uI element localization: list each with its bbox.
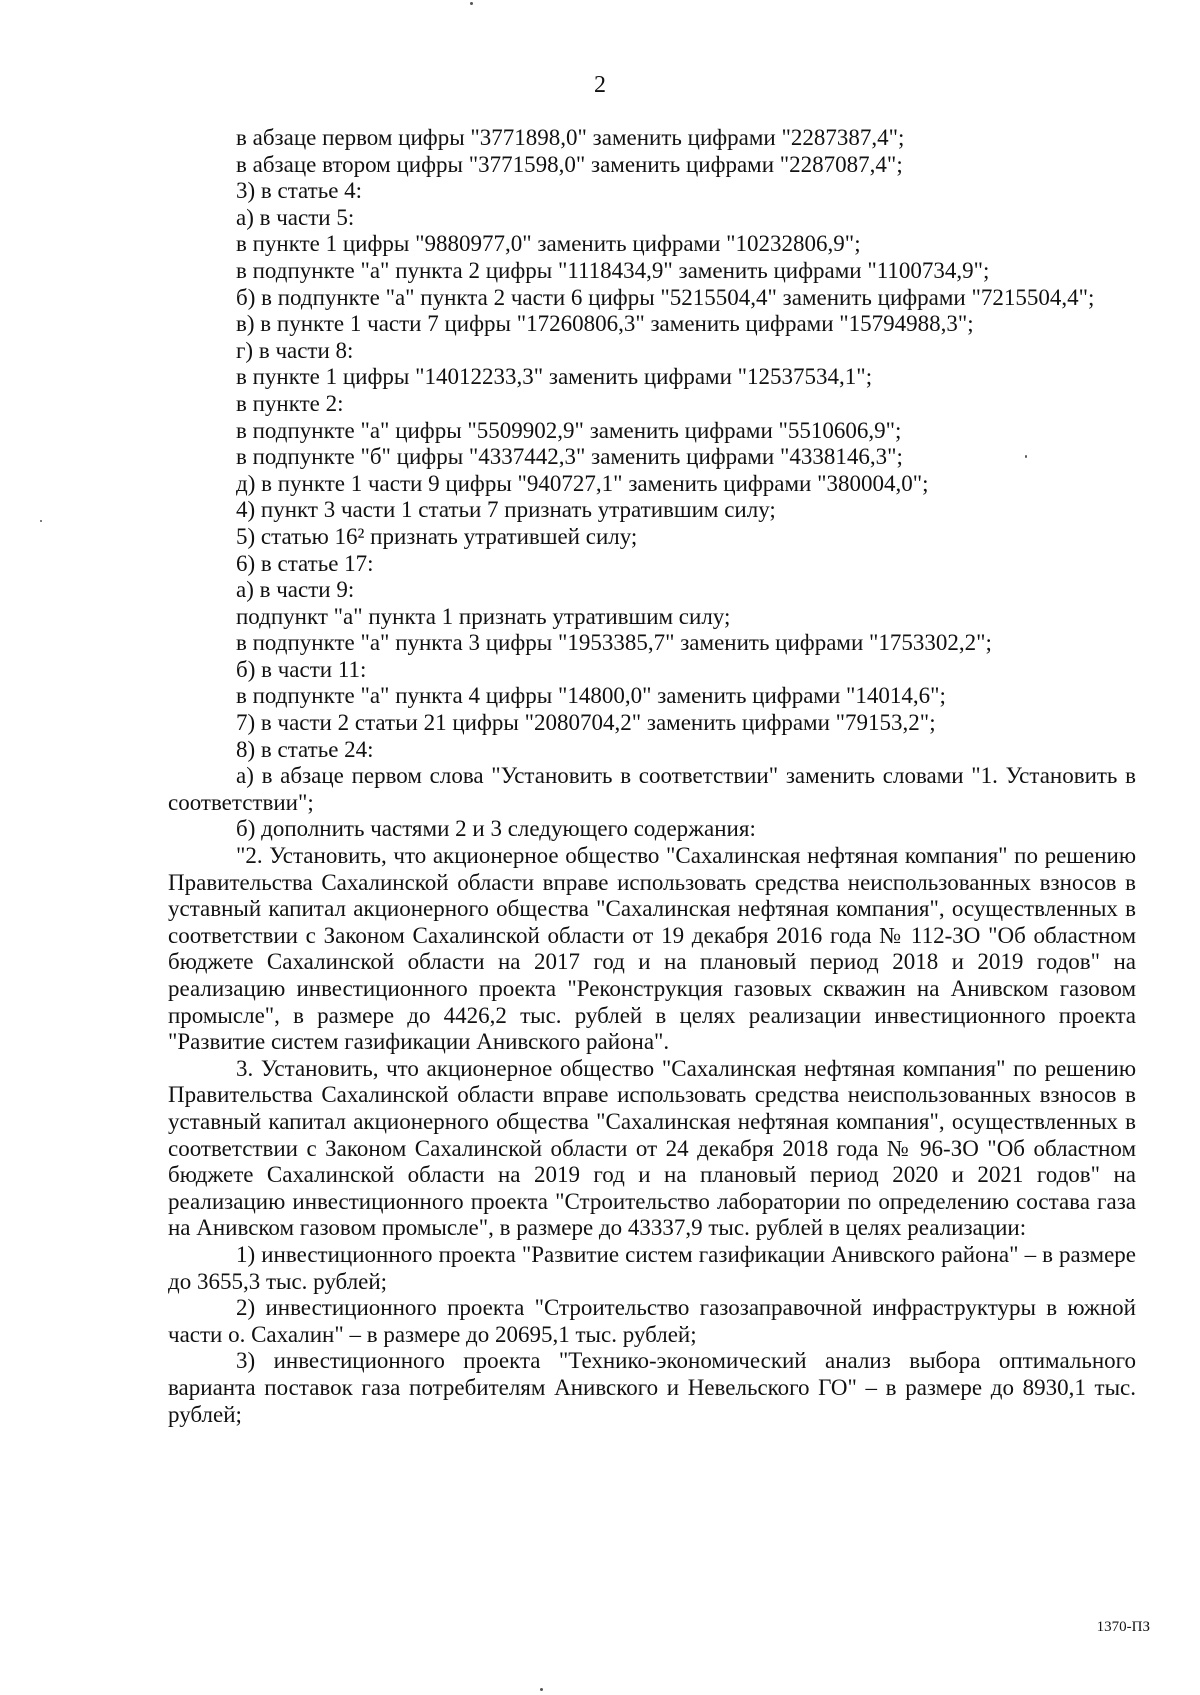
paragraph: а) в части 9: xyxy=(236,577,355,603)
paragraph: б) дополнить частями 2 и 3 следующего содержания: xyxy=(236,816,756,842)
paragraph: в) в пункте 1 части 7 цифры "17260806,3" заменить цифрами "15794988,3"; xyxy=(236,311,974,337)
paragraph: 1) инвестиционного проекта "Развитие систем газификации Анивского района" – в размере до 3655,3 тыс. рублей; xyxy=(168,1241,1136,1294)
paragraph: а) в абзаце первом слова "Установить в соответствии" заменить словами "1. Установить в соответствии"; xyxy=(168,763,1136,815)
paragraph: в пункте 1 цифры "14012233,3" заменить цифрами "12537534,1"; xyxy=(236,364,873,390)
paragraph: "2. Установить, что акционерное общество "Сахалинская нефтяная компания" по решению Правительства Сахалинской области вправе использовать средства неиспользованных взносов в уставный капитал акционерного общества "Сахалинская нефтяная компания", осуществленных в соответствии с Законом Сахалинской области от 19 декабря 2016 года № 112-ЗО "Об областном бюджете Сахалинской области на 2017 год и на плановый период 2018 и 2019 годов" на реализацию инвестиционного проекта "Реконструкция газовых скважин на Анивском газовом промысле", в размере до 4426,2 тыс. рублей в целях реализации инвестиционного проекта "Развитие систем газификации Анивского района". xyxy=(168,843,1136,1055)
paragraph: 6) в статье 17: xyxy=(236,550,374,576)
paragraph: в подпункте "а" цифры "5509902,9" заменить цифрами "5510606,9"; xyxy=(236,417,902,443)
paragraph: 7) в части 2 статьи 21 цифры "2080704,2" заменить цифрами "79153,2"; xyxy=(236,710,936,736)
paragraph: в абзаце первом цифры "3771898,0" заменить цифрами "2287387,4"; xyxy=(236,125,905,150)
paragraph: в подпункте "а" пункта 4 цифры "14800,0" заменить цифрами "14014,6"; xyxy=(236,683,946,709)
document-code: 1370-ПЗ xyxy=(1096,1619,1150,1635)
paragraph: 3) в статье 4: xyxy=(236,178,363,204)
paragraph: г) в части 8: xyxy=(236,337,354,363)
scan-speck xyxy=(40,520,42,522)
scan-speck xyxy=(470,2,473,5)
paragraph: 2) инвестиционного проекта "Строительство газозаправочной инфраструктуры в южной части о. Сахалин" – в размере до 20695,1 тыс. рублей; xyxy=(168,1295,1136,1347)
paragraph: в подпункте "а" пункта 3 цифры "1953385,7" заменить цифрами "1753302,2"; xyxy=(236,630,992,656)
paragraph: д) в пункте 1 части 9 цифры "940727,1" заменить цифрами "380004,0"; xyxy=(236,470,929,496)
paragraph: б) в части 11: xyxy=(236,656,367,682)
paragraph: в пункте 2: xyxy=(236,390,344,416)
document-body xyxy=(168,125,1136,1428)
scan-speck xyxy=(540,1688,543,1691)
paragraph: 8) в статье 24: xyxy=(236,736,374,762)
paragraph: б) в подпункте "а" пункта 2 части 6 цифры "5215504,4" заменить цифрами "7215504,4"; xyxy=(236,284,1095,310)
paragraph: подпункт "а" пункта 1 признать утратившим силу; xyxy=(236,603,731,629)
paragraph: в подпункте "б" цифры "4337442,3" заменить цифрами "4338146,3"; xyxy=(236,444,903,470)
paragraph: 4) пункт 3 части 1 статьи 7 признать утратившим силу; xyxy=(236,497,776,523)
page-number: 2 xyxy=(594,72,606,98)
paragraph: 3) инвестиционного проекта "Технико-экономический анализ выбора оптимального варианта поставок газа потребителям Анивского и Невельского ГО" – в размере до 8930,1 тыс. рублей; xyxy=(168,1348,1136,1427)
paragraph: в подпункте "а" пункта 2 цифры "1118434,9" заменить цифрами "1100734,9"; xyxy=(236,257,990,283)
paragraph: 3. Установить, что акционерное общество "Сахалинская нефтяная компания" по решению Правительства Сахалинской области вправе использовать средства неиспользованных взносов в уставный капитал акционерного общества "Сахалинская нефтяная компания", осуществленных в соответствии с Законом Сахалинской области от 24 декабря 2018 года № 96-ЗО "Об областном бюджете Сахалинской области на 2019 год и на плановый период 2020 и 2021 годов" на реализацию инвестиционного проекта "Строительство лаборатории по определению состава газа на Анивском газовом промысле", в размере до 43337,9 тыс. рублей в целях реализации: xyxy=(168,1055,1136,1241)
paragraph: в абзаце втором цифры "3771598,0" заменить цифрами "2287087,4"; xyxy=(236,151,903,177)
paragraph: в пункте 1 цифры "9880977,0" заменить цифрами "10232806,9"; xyxy=(236,231,861,257)
paragraph: 5) статью 16² признать утратившей силу; xyxy=(236,523,638,549)
paragraph: а) в части 5: xyxy=(236,204,355,230)
scan-speck xyxy=(1025,455,1027,458)
